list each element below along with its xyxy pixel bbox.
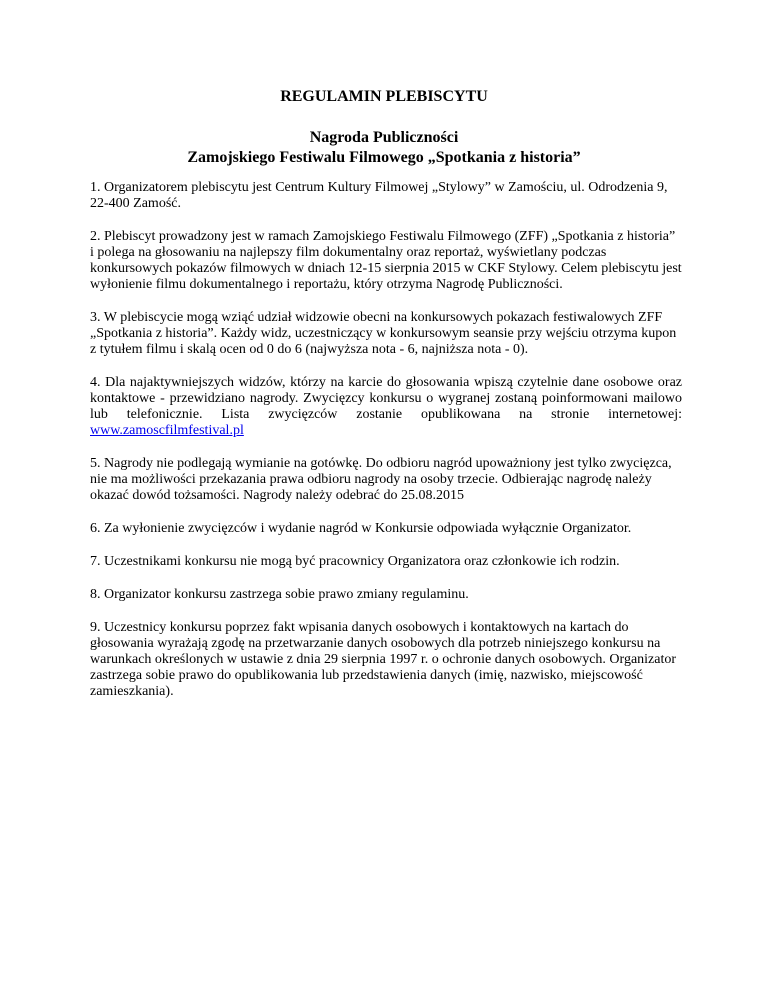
document-title: REGULAMIN PLEBISCYTU	[280, 88, 488, 105]
paragraph-2: 2. Plebiscyt prowadzony jest w ramach Zamojskiego Festiwalu Filmowego (ZFF) „Spotkania z historia” i polega na głosowaniu na najlepszy film dokumentalny oraz reportaż, wyświetlany podczas konkursowych pokazów filmowych w dniach 12-15 sierpnia 2015 w CKF Stylowy. Celem plebiscytu jest wyłonienie filmu dokumentalnego i reportażu, który otrzyma Nagrodę Publiczności.	[90, 229, 682, 292]
subtitle-line-1: Nagroda Publiczności	[309, 129, 459, 146]
paragraph-8: 8. Organizator konkursu zastrzega sobie prawo zmiany regulaminu.	[90, 587, 469, 602]
paragraph-9: 9. Uczestnicy konkursu poprzez fakt wpisania danych osobowych i kontaktowych na kartach do głosowania wyrażają zgodę na przetwarzanie danych osobowych dla potrzeb niniejszego konkursu na warunkach określonych w ustawie z dnia 29 sierpnia 1997 r. o ochronie danych osobowych. Organizator zastrzega sobie prawo do opublikowania lub przedstawienia danych (imię, nazwisko, miejscowość zamieszkania).	[90, 620, 677, 699]
paragraph-4-text: 4. Dla najaktywniejszych widzów, którzy na karcie do głosowania wpiszą czytelnie dane osobowe oraz kontaktowe - przewidziano nagrody. Zwycięzcy konkursu o wygranej zostaną poinformowani mailowo lub telefonicznie. Lista zwycięzców zostanie opublikowana na stronie internetowej:	[90, 375, 682, 422]
paragraph-4	[90, 375, 682, 439]
document-body	[90, 180, 682, 717]
paragraph-6: 6. Za wyłonienie zwycięzców i wydanie nagród w Konkursie odpowiada wyłącznie Organizator.	[90, 521, 632, 536]
paragraph-5: 5. Nagrody nie podlegają wymianie na gotówkę. Do odbioru nagród upoważniony jest tylko zwycięzca, nie ma możliwości przekazania prawa odbioru nagrody na osoby trzecie. Odbierając nagrodę należy okazać dowód tożsamości. Nagrody należy odebrać do 25.08.2015	[90, 456, 672, 503]
paragraph-1: 1. Organizatorem plebiscytu jest Centrum Kultury Filmowej „Stylowy” w Zamościu, ul. Odrodzenia 9, 22-400 Zamość.	[90, 180, 668, 211]
paragraph-7: 7. Uczestnikami konkursu nie mogą być pracownicy Organizatora oraz członkowie ich rodzin.	[90, 554, 620, 569]
document-subtitle	[0, 128, 768, 168]
website-link[interactable]: www.zamoscfilmfestival.pl	[90, 423, 244, 438]
subtitle-line-2: Zamojskiego Festiwalu Filmowego „Spotkania z historia”	[187, 149, 581, 166]
paragraph-3: 3. W plebiscycie mogą wziąć udział widzowie obecni na konkursowych pokazach festiwalowych ZFF „Spotkania z historia”. Każdy widz, uczestniczący w konkursowym seansie przy wejściu otrzyma kupon z tytułem filmu i skalą ocen od 0 do 6 (najwyższa nota - 6, najniższa nota - 0).	[90, 310, 677, 357]
